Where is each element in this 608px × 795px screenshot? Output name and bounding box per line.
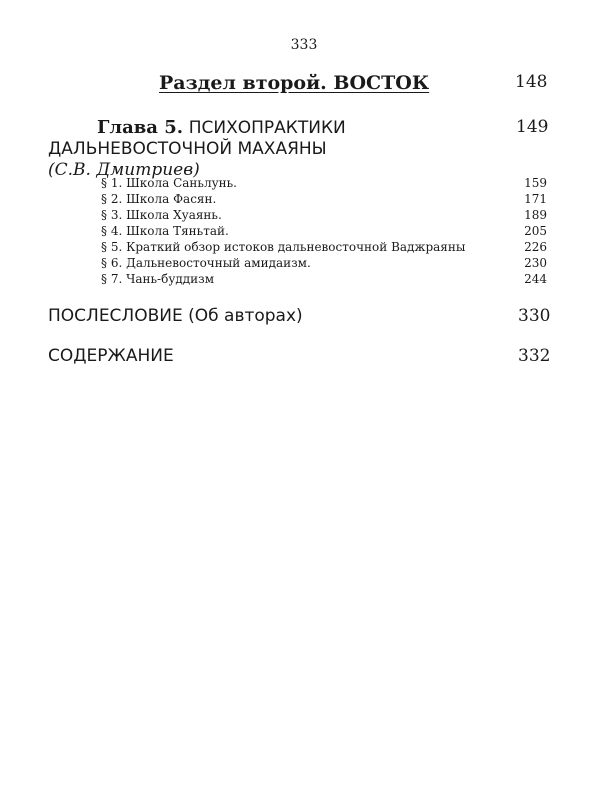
- toc-item-page: 171: [524, 192, 547, 206]
- toc-item-label: § 5. Краткий обзор истоков дальневосточной Ваджраяны: [101, 240, 466, 254]
- afterword-entry: [48, 306, 303, 326]
- toc-item-label: § 1. Школа Саньлунь.: [101, 176, 237, 190]
- toc-item-label: § 3. Школа Хуаянь.: [101, 208, 222, 222]
- toc-item: [0, 176, 608, 192]
- contents-page-number: 332: [518, 346, 551, 366]
- toc-item: [0, 208, 608, 224]
- toc-item-label: § 2. Школа Фасян.: [101, 192, 217, 206]
- afterword-subtitle: (Об авторах): [188, 306, 303, 326]
- toc-item: [0, 224, 608, 240]
- toc-item-page: 189: [524, 208, 547, 222]
- page-number: 333: [290, 37, 318, 53]
- toc-item-page: 226: [524, 240, 547, 254]
- section-heading: Раздел второй. ВОСТОК: [159, 72, 430, 94]
- toc-item-page: 205: [524, 224, 547, 238]
- section-page-number: 148: [515, 72, 548, 92]
- afterword-title: ПОСЛЕСЛОВИЕ: [48, 306, 183, 326]
- toc-item: [0, 240, 608, 256]
- toc-item: [0, 192, 608, 208]
- chapter-heading: [97, 117, 346, 138]
- toc-item-label: § 6. Дальневосточный амидаизм.: [101, 256, 311, 270]
- chapter-title-line1: ПСИХОПРАКТИКИ: [188, 118, 346, 138]
- toc-item: [0, 272, 608, 288]
- chapter-page-number: 149: [516, 117, 549, 137]
- toc-item-page: 230: [524, 256, 547, 270]
- chapter-label: Глава 5.: [97, 117, 184, 138]
- toc-item-page: 244: [524, 272, 547, 286]
- toc-item: [0, 256, 608, 272]
- afterword-page-number: 330: [518, 306, 551, 326]
- chapter-title-line2: ДАЛЬНЕВОСТОЧНОЙ МАХАЯНЫ: [48, 139, 327, 159]
- chapter-author: (С.В. Дмитриев): [48, 160, 200, 180]
- toc-item-page: 159: [524, 176, 547, 190]
- toc-item-label: § 7. Чань-буддизм: [101, 272, 215, 286]
- contents-title: СОДЕРЖАНИЕ: [48, 346, 174, 366]
- toc-item-label: § 4. Школа Тяньтай.: [101, 224, 229, 238]
